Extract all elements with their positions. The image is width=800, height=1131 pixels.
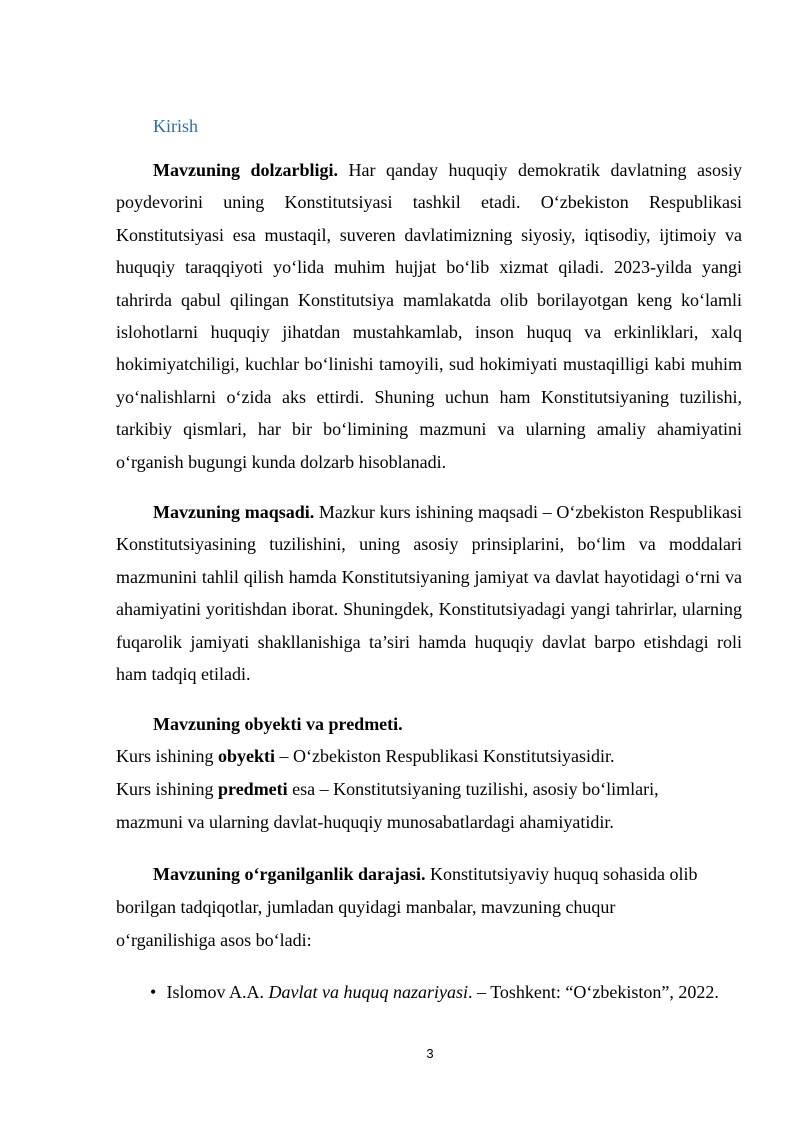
study-degree-lead: Mavzuning o‘rganilganlik darajasi. — [153, 864, 426, 884]
goal-text: Mazkur kurs ishining maqsadi – O‘zbekiston Respublikasi Konstitutsiyasining tuzilishini, uning asosiy prinsiplarini, bo‘lim va moddalari mazmunini tahlil qilish hamda Konstitutsiyaning jamiyat va davlat hayotidagi o‘rni va ahamiyatini yoritishdan iborat. Shuningdek, Konstitutsiyadagi yangi tahrirlar, ularning fuqarolik jamiyati shakllanishiga ta’siri hamda huquqiy davlat barpo etishdagi roli ham tadqiq etiladi. — [116, 502, 742, 685]
relevance-text: Har qanday huquqiy demokratik davlatning asosiy poydevorini uning Konstitutsiyasi tashkil etadi. O‘zbekiston Respublikasi Konstitutsiyasi esa mustaqil, suveren davlatimizning siyosiy, iqtisodiy, ijtimoiy va huquqiy taraqqiyoti yo‘lida muhim hujjat bo‘lib xizmat qiladi. 2023-yilda yangi tahrirda qabul qilingan Konstitutsiya mamlakatda olib borilayotgan keng ko‘lamli islohotlarni huquqiy jihatdan mustahkamlab, inson huquq va erkinliklari, xalq hokimiyatchiligi, kuchlar bo‘linishi tamoyili, sud hokimiyati mustaqilligi kabi muhim yo‘nalishlarni o‘zida aks ettirdi. Shuning uchun ham Konstitutsiyaning tuzilishi, tarkibiy qismlari, har bir bo‘limining mazmuni va ularning amaliy ahamiyatini o‘rganish bugungi kunda dolzarb hisoblanadi. — [116, 160, 743, 472]
object-line-term: obyekti — [218, 746, 276, 766]
section-heading: Kirish — [153, 116, 198, 136]
study-degree-line-3: o‘rganilishiga asos bo‘ladi: — [116, 930, 312, 950]
object-line-rest: – O‘zbekiston Respublikasi Konstitutsiyasidir. — [275, 746, 615, 766]
reference-list-item — [150, 976, 719, 1008]
subject-line-term: predmeti — [218, 779, 288, 799]
object-line-prefix: Kurs ishining — [116, 746, 219, 766]
object-line — [116, 740, 756, 772]
subject-line-prefix: Kurs ishining — [116, 779, 219, 799]
goal-paragraph — [116, 496, 742, 690]
study-degree-rest: Konstitutsiyaviy huquq sohasida olib — [425, 864, 698, 884]
reference-author: Islomov A.A. — [162, 982, 269, 1002]
relevance-lead: Mavzuning dolzarbligi. — [153, 160, 339, 180]
subject-line-rest: esa – Konstitutsiyaning tuzilishi, asosiy bo‘limlari, — [287, 779, 659, 799]
goal-lead: Mavzuning maqsadi. — [153, 502, 315, 522]
reference-title: Davlat va huquq nazariyasi — [268, 982, 469, 1002]
subject-line — [116, 773, 756, 805]
object-heading: Mavzuning obyekti va predmeti. — [153, 714, 403, 734]
study-degree-line-2: borilgan tadqiqotlar, jumladan quyidagi manbalar, mavzuning chuqur — [116, 897, 616, 917]
page-number: 3 — [426, 1046, 434, 1061]
bullet-icon: • — [150, 982, 157, 1002]
subject-line-continued: mazmuni va ularning davlat-huquqiy munosabatlardagi ahamiyatidir. — [116, 812, 614, 832]
reference-publisher: . – Toshkent: “O‘zbekiston”, 2022. — [468, 982, 719, 1002]
relevance-paragraph — [116, 154, 742, 478]
study-degree-line — [153, 858, 793, 890]
